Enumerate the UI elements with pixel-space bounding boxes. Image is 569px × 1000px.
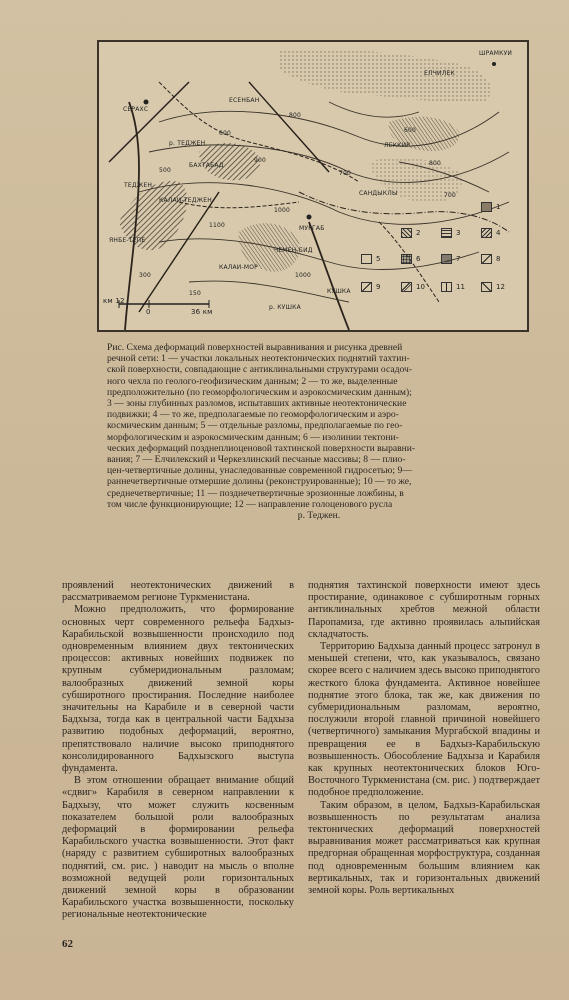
legend-symbol-5	[361, 254, 372, 264]
paragraph: Территорию Бадхыза данный процесс затронул в меньшей степени, что, как указывалось, связано скорее всего с наличием здесь высоко приподнятого жесткого блока фундамента. Активное новейшее поднятие этого блока, так же, как движения по субмеридиональным разломам, вероятно, послужили второй главной причиной новейшего (четвертичного) замыкания Мургабской впадины и превращения ее в Бадхыз-Карабильскую возвышенность. Обособление Бадхыза и Карабиля как крупных неотектонических блоков Юго-Восточного Туркменистана (см. рис. ) подтверждает подобное предположение.	[308, 641, 540, 799]
map-label-kalai-tedzhen: КАЛАИ-ТЕДЖЕН	[159, 197, 212, 204]
legend-number: 12	[496, 283, 505, 291]
contour-label: 1100	[209, 222, 226, 229]
legend-number: 2	[416, 229, 421, 237]
map-label-murgab: МУРГАБ	[299, 225, 325, 232]
caption-last-line: р. Теджен.	[297, 510, 341, 522]
caption-line: ческих деформаций позднеплиоценовой тахтинской поверхности выравни-	[107, 442, 416, 454]
caption-line: речной сети: 1 — участки локальных неотектонических поднятий тахтин-	[107, 353, 410, 365]
legend-symbol-7	[441, 254, 452, 264]
legend-symbol-3	[441, 228, 452, 238]
legend-number: 10	[416, 283, 425, 291]
map-label-lekkir: ЛЕККИР	[384, 142, 411, 149]
contour-label: 900	[254, 157, 267, 164]
deformation-map	[97, 40, 529, 332]
legend-number: 6	[416, 255, 421, 263]
map-label-esenban: ЕСЕНБАН	[229, 97, 260, 104]
contour-label: 700	[339, 170, 352, 177]
map-label-serakhs: СЕРАХС	[123, 106, 149, 113]
caption-line: 3 — зоны глубинных разломов, испытавших активные неотектонические	[107, 398, 407, 410]
legend-symbol-10	[401, 282, 412, 292]
legend-symbol-12	[481, 282, 492, 292]
caption-line: вания; 7 — Елчилекский и Черкезлинский песчаные массивы; 8 — плио-	[107, 454, 406, 466]
map-label-kushka: КУШКА	[327, 288, 351, 295]
contour-label: 600	[219, 130, 232, 137]
legend-number: 9	[376, 283, 381, 291]
map-label-sandykly: САНДЫКЛЫ	[359, 190, 398, 197]
contour-label: 1000	[295, 272, 312, 279]
legend-symbol-2	[401, 228, 412, 238]
legend-symbol-9	[361, 282, 372, 292]
caption-line: Рис. Схема деформаций поверхностей выравнивания и рисунка древней	[107, 342, 403, 353]
map-label-chemen: ЧЕМЕН-БИД	[274, 247, 313, 254]
paragraph: поднятия тахтинской поверхности имеют здесь простирание, одинаковое с субширотным горных антиклинальных хребтов межной области Паропамиза, где активно проявилась альпийская складчатость.	[308, 580, 540, 640]
caption-line: ного чехла по геолого-геофизическим данным; 2 — то же, выделенные	[107, 375, 398, 387]
map-label-kalai-mor: КАЛАИ-МОР	[219, 264, 258, 271]
legend-number: 8	[496, 255, 501, 263]
scale-zero: 0	[146, 308, 151, 316]
legend-number: 4	[496, 229, 501, 237]
caption-line: предположительно (по геоморфологическим и аэрокосмическим данным);	[107, 386, 412, 398]
caption-line: том числе функционирующие; 12 — направление голоценового русла	[107, 498, 393, 510]
legend-number: 7	[456, 255, 461, 263]
caption-line: подвижки; 4 — то же, предполагаемые по геоморфологическим и аэро-	[107, 409, 399, 421]
caption-line: ской поверхности, совпадающие с антиклинальными структурами осадоч-	[107, 364, 413, 376]
caption-line: цен-четвертичные долины, унаследованные современной гидросетью; 9—	[107, 465, 412, 477]
scale-end: 36 км	[191, 308, 213, 316]
legend-symbol-8	[481, 254, 492, 264]
map-label-kushka-river: р. КУШКА	[269, 304, 301, 311]
paragraph: Таким образом, в целом, Бадхыз-Карабильская возвышенность по результатам анализа тектонических деформаций поверхностей выравнивания может рассматриваться как крупная предгорная обращенная морфоструктура, созданная под одновременным большим влиянием как вертикальных, так и горизонтальных движений земной коры. Роль вертикальных	[308, 799, 540, 897]
text-column-right	[308, 580, 540, 897]
legend-symbol-11	[441, 282, 452, 292]
caption-line: космическим данным; 5 — отдельные разломы, предполагаемые по гео-	[107, 420, 403, 432]
contour-label: 700	[444, 192, 457, 199]
paragraph: Можно предположить, что формирование основных черт современного рельефа Бадхыз-Карабильской возвышенности происходило под одновременным влиянием двух тектонических процессов: активных новейших подвижек по крупным субмеридиональным разломам; валообразных движений земной коры субширотного простирания. Последние наиболее значительны на Карабиле и в северной части Бадхыза, тогда как в центральной части Бадхыза развитию подобных деформаций, вероятно, препятствовало наличие высоко приподнятого консолидированного Бадхызского выступа фундамента.	[62, 604, 294, 775]
legend-symbol-6	[401, 254, 412, 264]
legend-number: 11	[456, 283, 465, 291]
map-label-tedzhen: р. ТЕДЖЕН	[169, 140, 206, 147]
text-column-left	[62, 580, 294, 922]
legend-number: 3	[456, 229, 461, 237]
legend-number: 1	[496, 203, 501, 211]
legend-symbol-1	[481, 202, 492, 212]
legend-number: 5	[376, 255, 381, 263]
map-label-yanbe-tepe: ЯНБЕ-ТЕПЕ	[109, 237, 146, 244]
page-number: 62	[62, 938, 73, 950]
contour-label: 300	[139, 272, 152, 279]
map-label-elchilek: ЕЛЧИЛЕК	[424, 70, 455, 77]
caption-line: среднечетвертичные; 11 — позднечетвертичные эрозионные ложбины, в	[107, 487, 404, 499]
figure-caption	[107, 342, 531, 521]
map-label-tedzhen-river: ТЕДЖЕН	[124, 182, 153, 189]
paragraph: проявлений неотектонических движений в рассматриваемом регионе Туркменистана.	[62, 580, 294, 604]
paragraph: В этом отношении обращает внимание общий «сдвиг» Карабиля в северном направлении к Бадхызу, что может служить косвенным показателем большой роли валообразных деформаций в формировании рельефа Карабильского участка возвышенности. Этот факт (наряду с развитием субширотных валообразных поднятий, см. рис. ) наводит на мысль о вполне возможной ведущей роли горизонтальных движений земной коры в образовании Карабильского участка возвышенности, поскольку региональные неотектонические	[62, 775, 294, 921]
caption-line: морфологическим и аэрокосмическим данным; 6 — изолинии тектони-	[107, 431, 399, 443]
map-label-shramkui: ШРАМКУИ	[479, 50, 513, 57]
contour-label: 150	[189, 290, 202, 297]
caption-line: раннечетвертичные отмершие долины (реконструированные); 10 — то же,	[107, 476, 412, 488]
map-label-bakhtabad: БАХТАБАД	[189, 162, 224, 169]
contour-label: 800	[289, 112, 302, 119]
contour-label: 600	[404, 127, 417, 134]
contour-label: 1000	[274, 207, 291, 214]
contour-label: 800	[429, 160, 442, 167]
contour-label: 500	[159, 167, 172, 174]
legend-symbol-4	[481, 228, 492, 238]
scale-unit: км 12	[103, 297, 125, 305]
